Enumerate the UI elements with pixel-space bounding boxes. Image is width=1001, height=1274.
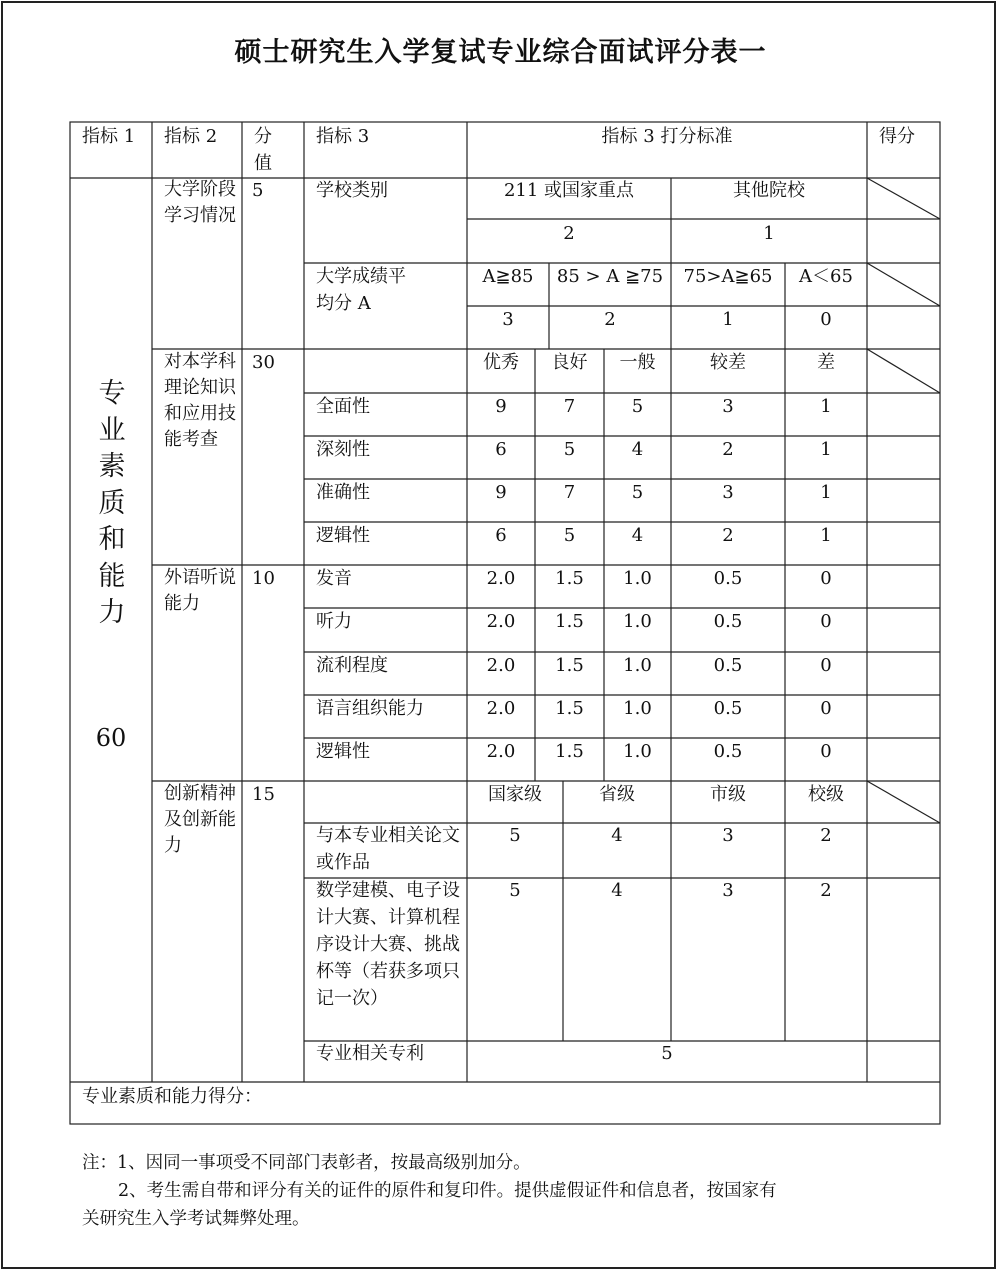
score-cell: 5 xyxy=(631,396,644,417)
score-cell: 5 xyxy=(509,880,521,901)
header-ind2: 指标 2 xyxy=(164,126,218,147)
score-cell: 2 xyxy=(820,880,832,901)
level-header: 市级 xyxy=(710,784,746,805)
sec3-name: 外语听说能力 xyxy=(164,567,236,614)
score-cell: 9 xyxy=(495,396,507,417)
score-cell: 0.5 xyxy=(713,655,743,676)
criterion-label: 全面性 xyxy=(316,396,370,417)
score-cell: 7 xyxy=(563,482,576,503)
criterion-label: 语言组织能力 xyxy=(316,698,424,719)
score-cell: 1.0 xyxy=(623,568,652,589)
score-cell: 2.0 xyxy=(486,568,516,589)
diagonal-slash xyxy=(867,781,940,823)
note-2-cont: 关研究生入学考试舞弊处理。 xyxy=(82,1209,310,1229)
sec1-name: 大学阶段学习情况 xyxy=(164,179,236,226)
criterion-label: 深刻性 xyxy=(316,439,370,460)
score-cell: 2.0 xyxy=(486,698,516,719)
award-label: 数学建模、电子设计大赛、计算机程序设计大赛、挑战杯等（若获多项只记一次） xyxy=(316,880,460,1009)
score-cell: 0 xyxy=(820,655,832,676)
header-score: 分值 xyxy=(254,126,272,174)
sec2-score: 30 xyxy=(252,352,275,373)
school-type-label: 学校类别 xyxy=(316,180,388,201)
score-cell: 3 xyxy=(722,880,734,901)
score-cell: 3 xyxy=(722,396,734,417)
score-cell: 3 xyxy=(722,482,734,503)
score-cell: 3 xyxy=(722,825,734,846)
level-header: 良好 xyxy=(551,352,588,373)
school-type-val1: 2 xyxy=(563,223,575,244)
gpa-range: 85 > A ≧75 xyxy=(556,266,664,287)
criterion-label: 发音 xyxy=(316,568,352,589)
score-cell: 1.0 xyxy=(623,741,652,762)
category-score: 60 xyxy=(95,724,127,752)
score-cell: 1.5 xyxy=(555,741,584,762)
sec4-name: 创新精神及创新能力 xyxy=(164,783,236,856)
score-cell: 1 xyxy=(820,482,832,503)
patent-label: 专业相关专利 xyxy=(316,1043,424,1064)
gpa-value: 2 xyxy=(604,309,616,330)
score-cell: 0.5 xyxy=(713,611,743,632)
level-header: 一般 xyxy=(619,352,656,373)
score-cell: 1.5 xyxy=(555,698,584,719)
score-cell: 2 xyxy=(820,825,832,846)
score-cell: 5 xyxy=(563,525,576,546)
score-cell: 2.0 xyxy=(486,655,516,676)
score-cell: 1.0 xyxy=(623,698,652,719)
patent-value: 5 xyxy=(661,1043,673,1064)
header-got: 得分 xyxy=(879,126,915,147)
school-type-opt2: 其他院校 xyxy=(733,180,805,201)
score-cell: 2 xyxy=(722,525,734,546)
score-cell: 9 xyxy=(495,482,507,503)
sec2-name: 对本学科理论知识和应用技能考查 xyxy=(164,351,236,450)
total-label: 专业素质和能力得分： xyxy=(82,1086,262,1107)
criterion-label: 准确性 xyxy=(316,482,370,503)
score-cell: 1 xyxy=(820,525,832,546)
level-header: 优秀 xyxy=(483,352,519,373)
category-name: 专业素质和能力 xyxy=(98,378,126,628)
score-cell: 2.0 xyxy=(486,741,516,762)
criterion-label: 听力 xyxy=(316,611,352,632)
score-cell: 1.0 xyxy=(623,611,652,632)
score-cell: 2 xyxy=(722,439,734,460)
score-cell: 4 xyxy=(631,525,644,546)
award-label: 与本专业相关论文或作品 xyxy=(316,825,460,873)
level-header: 省级 xyxy=(599,784,635,805)
header-ind1: 指标 1 xyxy=(82,126,136,147)
score-cell: 7 xyxy=(563,396,576,417)
score-cell: 0.5 xyxy=(713,568,743,589)
sec4-score: 15 xyxy=(252,784,275,805)
score-cell: 0 xyxy=(820,741,832,762)
level-header: 差 xyxy=(817,352,835,373)
gpa-range: A＜65 xyxy=(799,266,853,287)
score-cell: 0.5 xyxy=(713,741,743,762)
score-cell: 6 xyxy=(495,439,507,460)
gpa-value: 0 xyxy=(820,309,832,330)
criterion-label: 逻辑性 xyxy=(316,525,370,546)
level-header: 国家级 xyxy=(488,784,542,805)
score-cell: 6 xyxy=(495,525,507,546)
sec1-score: 5 xyxy=(252,180,264,201)
level-header: 校级 xyxy=(808,784,844,805)
score-cell: 4 xyxy=(631,439,644,460)
note-1: 注：1、因同一事项受不同部门表彰者，按最高级别加分。 xyxy=(82,1153,531,1173)
header-standard: 指标 3 打分标准 xyxy=(601,126,733,147)
diagonal-slash xyxy=(867,263,940,306)
diagonal-slash xyxy=(867,178,940,219)
school-type-opt1: 211 或国家重点 xyxy=(503,180,635,201)
criterion-label: 流利程度 xyxy=(316,655,388,676)
sec3-score: 10 xyxy=(252,568,275,589)
school-type-val2: 1 xyxy=(763,223,775,244)
gpa-label: 大学成绩平均分 A xyxy=(316,266,406,314)
score-cell: 0 xyxy=(820,611,832,632)
gpa-range: A≧85 xyxy=(482,266,534,287)
score-cell: 1.5 xyxy=(555,611,584,632)
gpa-range: 75>A≧65 xyxy=(683,266,773,287)
score-cell: 5 xyxy=(631,482,644,503)
score-cell: 0.5 xyxy=(713,698,743,719)
score-cell: 5 xyxy=(509,825,521,846)
score-cell: 4 xyxy=(611,880,623,901)
level-header: 较差 xyxy=(710,352,746,373)
score-cell: 0 xyxy=(820,568,832,589)
score-cell: 1 xyxy=(820,439,832,460)
score-cell: 2.0 xyxy=(486,611,516,632)
criterion-label: 逻辑性 xyxy=(316,741,370,762)
gpa-value: 3 xyxy=(502,309,514,330)
score-cell: 1.5 xyxy=(555,655,584,676)
note-2: 2、考生需自带和评分有关的证件的原件和复印件。提供虚假证件和信息者，按国家有 xyxy=(118,1181,777,1201)
score-cell: 1.0 xyxy=(623,655,652,676)
gpa-value: 1 xyxy=(722,309,734,330)
score-cell: 1.5 xyxy=(555,568,584,589)
score-cell: 0 xyxy=(820,698,832,719)
score-cell: 4 xyxy=(611,825,623,846)
diagonal-slash xyxy=(867,349,940,393)
header-ind3: 指标 3 xyxy=(316,126,370,147)
score-cell: 1 xyxy=(820,396,832,417)
form-title: 硕士研究生入学复试专业综合面试评分表一 xyxy=(234,37,767,68)
score-cell: 5 xyxy=(563,439,576,460)
